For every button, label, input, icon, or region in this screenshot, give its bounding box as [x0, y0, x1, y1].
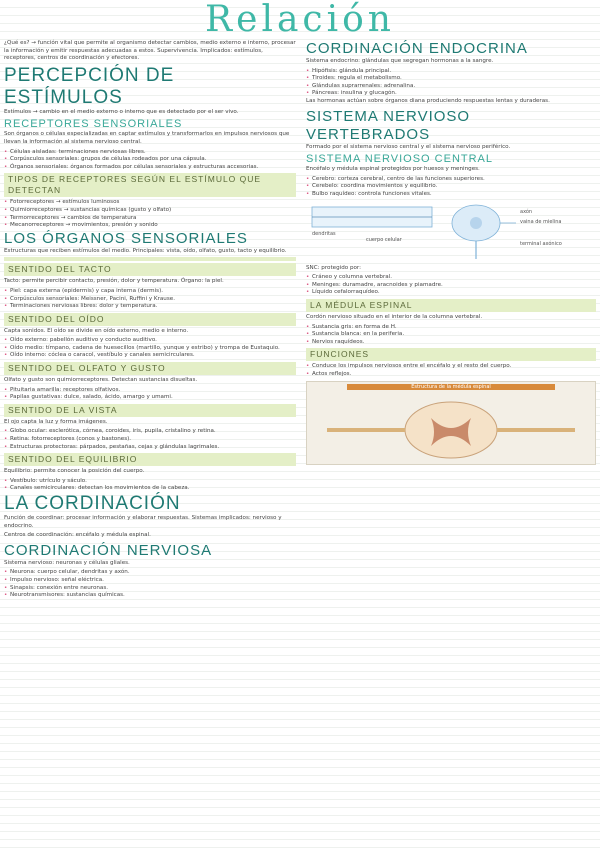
tacto-text: Tacto: permite percibir contacto, presión, dolor y temperatura. Órgano: la piel. [4, 278, 224, 285]
funciones-item-1: • Conduce los impulsos nerviosos entre el encéfalo y el resto del cuerpo. [306, 363, 596, 371]
sistema-nervioso-text: Formado por el sistema nervioso central y el sistema nervioso periférico. [306, 143, 511, 150]
receptores-text: Son órganos o células especializadas en captar estímulos y transformarlos en impulsos nerviosos que llevan la información al sistema nervioso central. [4, 131, 290, 145]
diagram-label-dendritas: dendritas [312, 230, 336, 237]
endocrina-item-2: • Tiroides: regula el metabolismo. [306, 75, 596, 83]
tacto-item-1: • Piel: capa externa (epidermis) y capa interna (dermis). [4, 288, 296, 296]
equilibrio-text: Equilibrio: permite conocer la posición del cuerpo. [4, 468, 145, 475]
oido-item-1: • Oído externo: pabellón auditivo y conducto auditivo. [4, 337, 296, 345]
endocrina-item-4: • Páncreas: insulina y glucagón. [306, 90, 596, 98]
endocrina-item-1: • Hipófisis: glándula principal. [306, 68, 596, 76]
tipos-item-3: • Termorreceptores → cambios de temperatura [4, 215, 296, 223]
tacto-item-3: • Terminaciones nerviosas libres: dolor y temperatura. [4, 303, 296, 311]
percepcion-text: Estímulos → cambio en el medio externo o interno que es detectado por el ser vivo. [4, 108, 239, 115]
heading-sistema-nervioso: SISTEMA NERVIOSO VERTEBRADOS [306, 107, 471, 143]
diagram-label-cuerpo: cuerpo celular [366, 236, 402, 243]
tipos-item-1: • Fotorreceptores → estímulos luminosos [4, 199, 296, 207]
cordinacion-text-2: Centros de coordinación: encéfalo y médula espinal. [4, 532, 151, 539]
heading-cordinacion: LA CORDINACIÓN [4, 493, 181, 514]
receptores-item-2: • Corpúsculos sensoriales: grupos de células rodeados por una cápsula. [4, 156, 296, 164]
nerviosa-item-3: • Sinapsis: conexión entre neuronas. [4, 585, 296, 593]
left-column [4, 40, 296, 600]
endocrina-text: Sistema endocrino: glándulas que segregan hormonas a la sangre. [306, 58, 494, 64]
divider-bar [4, 257, 296, 261]
olfato-item-1: • Pituitaria amarilla: receptores olfativos. [4, 387, 296, 395]
heading-funciones: FUNCIONES [306, 348, 596, 361]
snc-item-1: • Cerebro: corteza cerebral, centro de las funciones superiores. [306, 176, 596, 184]
heading-receptores: RECEPTORES SENSORIALES [4, 118, 183, 131]
snc-item-2: • Cerebelo: coordina movimientos y equilibrio. [306, 183, 596, 191]
equilibrio-item-1: • Vestíbulo: utrículo y sáculo. [4, 478, 296, 486]
proteccion-text: SNC: protegido por: [306, 264, 362, 271]
neuron-illustration [306, 201, 596, 263]
intro-text: ¿Qué es? → función vital que permite al organismo detectar cambios, medio externo e interno, procesar la información y emitir respuestas adecuadas a estos. Supervivencia. Implicados: estímulos, receptores, centros de coordinación y efectores. [4, 40, 296, 62]
right-column [306, 40, 596, 465]
diagram-label-terminal: terminal axónico [520, 240, 562, 247]
vista-text: El ojo capta la luz y forma imágenes. [4, 418, 108, 425]
neuron-diagram [306, 201, 596, 263]
vista-item-3: • Estructuras protectoras: párpados, pestañas, cejas y glándulas lagrimales. [4, 444, 296, 452]
diagram-label-axon: axón [520, 208, 533, 215]
diagram-label-mielina: vaina de mielina [520, 218, 562, 225]
oido-item-3: • Oído interno: cóclea o caracol, vestíbulo y canales semicirculares. [4, 352, 296, 360]
snc-item-3: • Bulbo raquídeo: controla funciones vitales. [306, 191, 596, 199]
page-title: Relación [205, 0, 395, 40]
endocrina-text-2: Las hormonas actúan sobre órganos diana produciendo respuestas lentas y duraderas. [306, 97, 550, 104]
medula-item-1: • Sustancia gris: en forma de H. [306, 324, 596, 332]
heading-vista: SENTIDO DE LA VISTA [4, 404, 296, 417]
spinal-cord-illustration [307, 382, 595, 462]
receptores-item-3: • Órganos sensoriales: órganos formados por células sensoriales y estructuras accesorias. [4, 164, 296, 172]
heading-snc: SISTEMA NERVIOSO CENTRAL [306, 153, 494, 166]
olfato-item-2: • Papilas gustativas: dulce, salado, ácido, amargo y umami. [4, 394, 296, 402]
vista-item-2: • Retina: fotorreceptores (conos y bastones). [4, 436, 296, 444]
receptores-item-1: • Células aisladas: terminaciones nerviosas libres. [4, 149, 296, 157]
nerviosa-item-4: • Neurotransmisores: sustancias químicas. [4, 592, 296, 600]
heading-medula: LA MÉDULA ESPINAL [306, 299, 596, 312]
image-caption: Estructura de la médula espinal [347, 384, 555, 390]
heading-endocrina: CORDINACIÓN ENDOCRINA [306, 40, 528, 57]
organos-text: Estructuras que reciben estímulos del medio. Principales: vista, oído, olfato, gusto, tacto y equilibrio. [4, 247, 287, 254]
olfato-text: Olfato y gusto son quimiorreceptores. Detectan sustancias disueltas. [4, 377, 198, 384]
oido-item-2: • Oído medio: tímpano, cadena de huesecillos (martillo, yunque y estribo) y trompa de Eustaquio. [4, 345, 296, 353]
heading-oido: SENTIDO DEL OÍDO [4, 313, 296, 326]
heading-tipos-receptores: TIPOS DE RECEPTORES SEGÚN EL ESTÍMULO QUE DETECTAN [4, 173, 296, 197]
tipos-item-2: • Quimiorreceptores → sustancias químicas (gusto y olfato) [4, 207, 296, 215]
heading-tacto: SENTIDO DEL TACTO [4, 263, 296, 276]
tacto-item-2: • Corpúsculos sensoriales: Meissner, Pacini, Ruffini y Krause. [4, 296, 296, 304]
nerviosa-item-2: • Impulso nervioso: señal eléctrica. [4, 577, 296, 585]
proteccion-item-1: • Cráneo y columna vertebral. [306, 274, 596, 282]
equilibrio-item-2: • Canales semicirculares: detectan los movimientos de la cabeza. [4, 485, 296, 493]
medula-item-3: • Nervios raquídeos. [306, 339, 596, 347]
medula-item-2: • Sustancia blanca: en la periferia. [306, 331, 596, 339]
heading-olfato: SENTIDO DEL OLFATO Y GUSTO [4, 362, 296, 375]
proteccion-item-3: • Líquido cefalorraquídeo. [306, 289, 596, 297]
oido-text: Capta sonidos. El oído se divide en oído externo, medio e interno. [4, 327, 189, 334]
cordinacion-text: Función de coordinar: procesar información y elaborar respuestas. Sistemas implicados: nervioso y endocrino. [4, 515, 282, 529]
spinal-cord-image [306, 381, 596, 465]
nerviosa-item-1: • Neurona: cuerpo celular, dendritas y axón. [4, 569, 296, 577]
heading-equilibrio: SENTIDO DEL EQUILIBRIO [4, 453, 296, 466]
heading-organos: LOS ÓRGANOS SENSORIALES [4, 229, 248, 247]
heading-percepcion: PERCEPCIÓN DE ESTÍMULOS [4, 64, 175, 108]
snc-text: Encéfalo y médula espinal protegidos por huesos y meninges. [306, 166, 480, 173]
proteccion-item-2: • Meninges: duramadre, aracnoides y piamadre. [306, 282, 596, 290]
heading-cordinacion-nerviosa: CORDINACIÓN NERVIOSA [4, 541, 213, 559]
tipos-item-4: • Mecanorreceptores → movimientos, presión y sonido [4, 222, 296, 230]
funciones-item-2: • Actos reflejos. [306, 371, 596, 379]
nerviosa-text: Sistema nervioso: neuronas y células gliales. [4, 559, 130, 566]
vista-item-1: • Globo ocular: esclerótica, córnea, coroides, iris, pupila, cristalino y retina. [4, 428, 296, 436]
endocrina-item-3: • Glándulas suprarrenales: adrenalina. [306, 83, 596, 91]
medula-text: Cordón nervioso situado en el interior de la columna vertebral. [306, 313, 483, 320]
